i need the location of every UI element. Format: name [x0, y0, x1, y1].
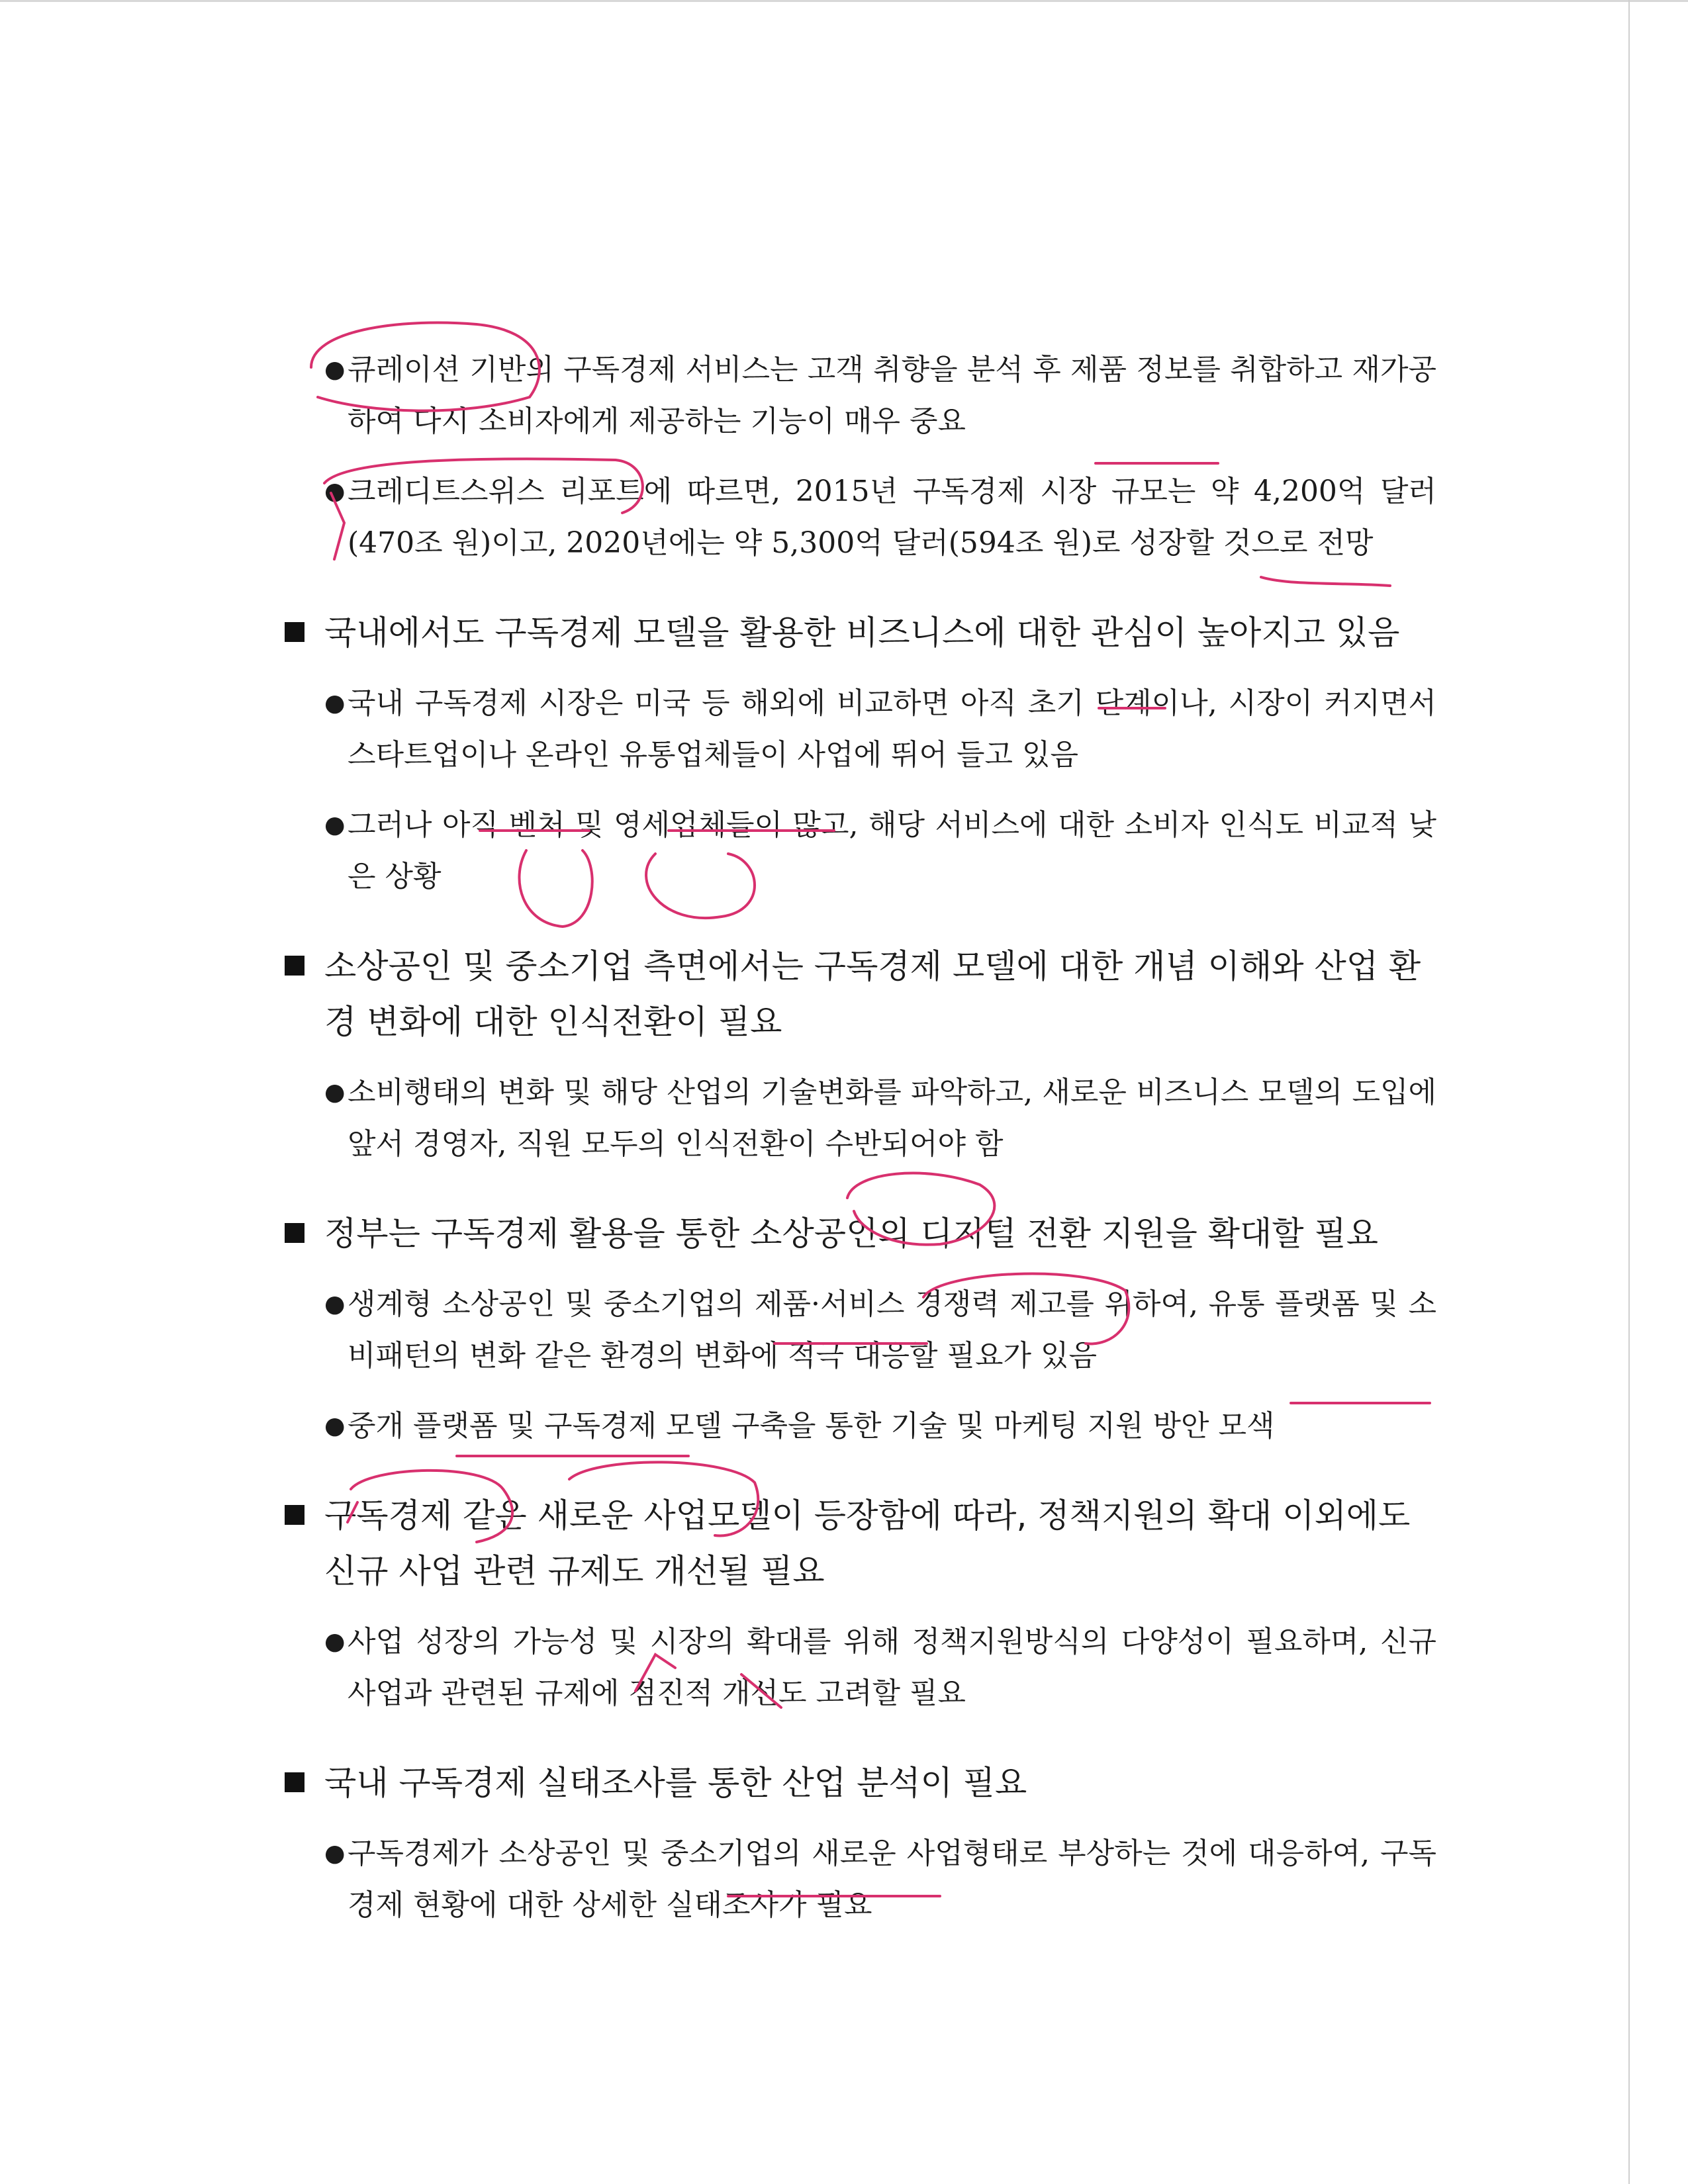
bullet-text: 큐레이션 기반의 구독경제 서비스는 고객 취향을 분석 후 제품 정보를 취합하고 재가공하여 다시 소비자에게 제공하는 기능이 매우 중요 [348, 353, 1436, 438]
section-heading [285, 1206, 1436, 1261]
bullet-dot-icon: ● [324, 690, 346, 717]
bullet-item [285, 1828, 1436, 1931]
bullet-item [285, 1067, 1436, 1170]
section-heading-text: 국내에서도 구독경제 모델을 활용한 비즈니스에 대한 관심이 높아지고 있음 [324, 614, 1400, 652]
bullet-item [285, 1616, 1436, 1719]
section-heading-text: 구독경제 같은 새로운 사업모델이 등장함에 따라, 정책지원의 확대 이외에도 신규 사업 관련 규제도 개선될 필요 [324, 1496, 1411, 1590]
bullet-dot-icon: ● [324, 811, 346, 839]
bullet-dot-icon: ● [324, 1079, 346, 1106]
square-bullet-icon [285, 956, 305, 976]
bullet-text: 그러나 아직 벤처 및 영세업체들이 많고, 해당 서비스에 대한 소비자 인식도 비교적 낮은 상황 [348, 808, 1436, 893]
page-right-edge [1628, 0, 1630, 2184]
bullet-item [285, 466, 1436, 569]
bullet-dot-icon: ● [324, 1840, 346, 1867]
bullet-text: 구독경제가 소상공인 및 중소기업의 새로운 사업형태로 부상하는 것에 대응하여, 구독경제 현황에 대한 상세한 실태조사가 필요 [348, 1837, 1437, 1922]
square-bullet-icon [285, 1223, 305, 1243]
bullet-item [285, 1400, 1436, 1452]
bullet-item [285, 1279, 1436, 1382]
bullet-item [285, 344, 1436, 447]
square-bullet-icon [285, 1505, 305, 1525]
bullet-dot-icon: ● [324, 1628, 346, 1655]
document-body [285, 344, 1436, 1950]
bullet-text: 소비행태의 변화 및 해당 산업의 기술변화를 파악하고, 새로운 비즈니스 모델의 도입에 앞서 경영자, 직원 모두의 인식전환이 수반되어야 함 [348, 1075, 1436, 1161]
bullet-text: 크레디트스위스 리포트에 따르면, 2015년 구독경제 시장 규모는 약 4,200억 달러(470조 원)이고, 2020년에는 약 5,300억 달러(594조 원)로 성장할 것으로 전망 [348, 475, 1436, 560]
bullet-dot-icon: ● [324, 356, 346, 383]
section-heading-text: 소상공인 및 중소기업 측면에서는 구독경제 모델에 대한 개념 이해와 산업 환경 변화에 대한 인식전환이 필요 [324, 947, 1421, 1041]
bullet-text: 사업 성장의 가능성 및 시장의 확대를 위해 정책지원방식의 다양성이 필요하며, 신규 사업과 관련된 규제에 점진적 개선도 고려할 필요 [348, 1625, 1436, 1710]
section-heading [285, 1488, 1436, 1599]
page-top-edge [0, 0, 1688, 2]
bullet-item [285, 799, 1436, 903]
bullet-text: 중개 플랫폼 및 구독경제 모델 구축을 통한 기술 및 마케팅 지원 방안 모색 [348, 1409, 1275, 1443]
bullet-text: 생계형 소상공인 및 중소기업의 제품·서비스 경쟁력 제고를 위하여, 유통 플랫폼 및 소비패턴의 변화 같은 환경의 변화에 적극 대응할 필요가 있음 [348, 1287, 1436, 1373]
bullet-text: 국내 구독경제 시장은 미국 등 해외에 비교하면 아직 초기 단계이나, 시장이 커지면서 스타트업이나 온라인 유통업체들이 사업에 뛰어 들고 있음 [348, 686, 1436, 772]
section-heading-text: 정부는 구독경제 활용을 통한 소상공인의 디지털 전환 지원을 확대할 필요 [324, 1214, 1379, 1253]
square-bullet-icon [285, 622, 305, 642]
bullet-dot-icon: ● [324, 1291, 346, 1318]
section-heading [285, 605, 1436, 660]
square-bullet-icon [285, 1772, 305, 1792]
bullet-item [285, 678, 1436, 781]
section-heading-text: 국내 구독경제 실태조사를 통한 산업 분석이 필요 [324, 1764, 1027, 1802]
bullet-dot-icon: ● [324, 1412, 346, 1439]
section-heading [285, 938, 1436, 1050]
section-heading [285, 1755, 1436, 1811]
bullet-dot-icon: ● [324, 478, 346, 505]
